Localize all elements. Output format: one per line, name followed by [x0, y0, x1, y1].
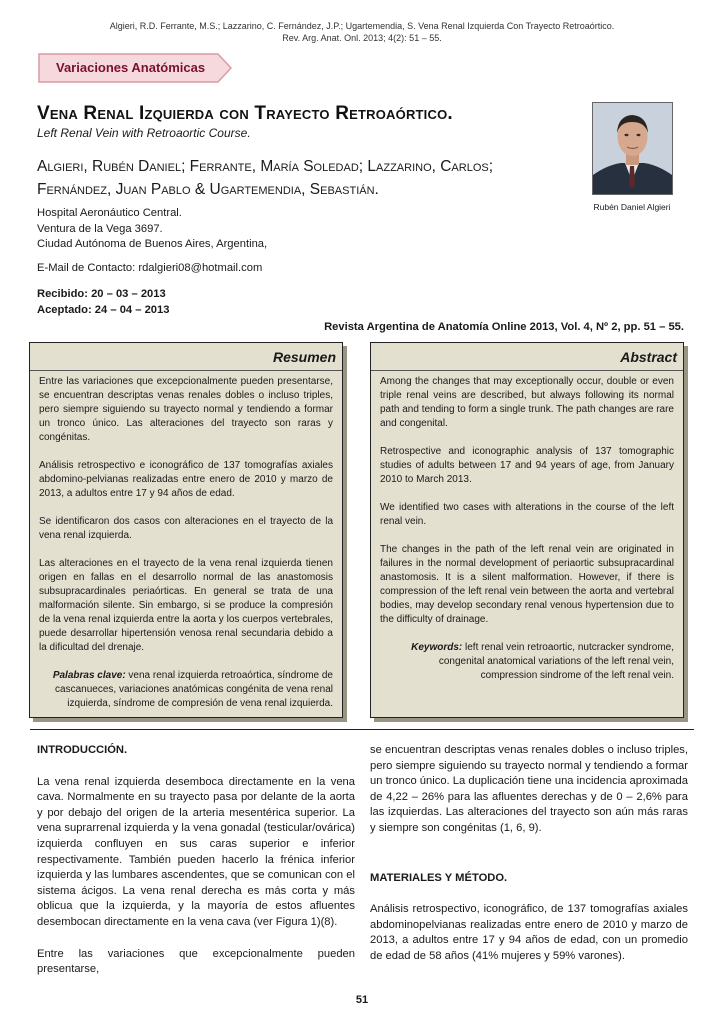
- intro-paragraph-1: La vena renal izquierda desemboca directamente en la vena cava. Normalmente en su trayecto pasa por delante de la aorta y por debajo del origen de la arteria mesentérica superior. La vena suprarrenal izquierda y la vena gonadal (testicular/ovárica) izquierda confluyen en sus caras superior e inferior respectivamente. También pueden hacerlo la frénica inferior izquierda y las lumbares ascendentes, que se comunican con el sistema ácigos. La vena renal derecha es más corta y más oblicua que la izquierda, y la mayoría de estos afluentes desembocan directamente en la vena cava (ver Figura 1)(8).: [37, 775, 355, 928]
- journal-reference: Revista Argentina de Anatomía Online 2013, Vol. 4, Nº 2, pp. 51 – 55.: [324, 321, 684, 333]
- author-list: [37, 155, 567, 201]
- resumen-paragraph: Entre las variaciones que excepcionalmente pueden presentarse, se encuentran descriptas venas renales dobles o incluso triples, pero siempre siguiendo su trayecto normal y tendiendo a formar un tronco único. Las alteraciones del trayecto son raras y congénitas.: [39, 376, 333, 443]
- article-title: Vena Renal Izquierda con Trayecto Retroaórtico.: [37, 103, 453, 124]
- contact-email: E-Mail de Contacto: rdalgieri08@hotmail.com: [37, 262, 263, 274]
- institution-block: [37, 206, 267, 253]
- abstract-keywords-label: Keywords:: [411, 642, 463, 653]
- author-line-1: Algieri, Rubén Daniel; Ferrante, María Soledad; Lazzarino, Carlos;: [37, 158, 494, 175]
- abstract-keywords: [380, 641, 674, 683]
- resumen-paragraph: Se identificaron dos casos con alteraciones en el trayecto de la vena renal izquierda.: [39, 516, 333, 541]
- page-number: 51: [355, 994, 369, 1006]
- right-paragraph-1: se encuentran descriptas venas renales dobles o incluso triples, pero siempre siguiendo su trayecto normal y tendiendo a formar un tronco único. La duplicación tiene una incidencia aproximada de 4,22 – 26% para las afluentes derechas y de 0 – 2,6% para las izquierdas. Las alteraciones del trayecto son aún más raras y siempre son congénitas (1, 6, 9).: [370, 744, 688, 834]
- abstract-body: [380, 375, 674, 683]
- accepted-date: Aceptado: 24 – 04 – 2013: [37, 303, 170, 316]
- intro-paragraph-2: Entre las variaciones que excepcionalmente pueden presentarse,: [37, 947, 355, 976]
- running-header: [0, 20, 724, 44]
- author-line-2: Fernández, Juan Pablo & Ugartemendia, Sebastián.: [37, 181, 379, 198]
- author-photo: [592, 102, 673, 195]
- section-tag: [38, 53, 232, 83]
- resumen-keywords: [39, 669, 333, 711]
- abstract-keywords-text: left renal vein retroaortic, nutcracker syndrome, congenital anatomical variations of the left renal vein, compression sindrome of the left renal vein.: [438, 642, 674, 681]
- resumen-divider: [30, 370, 342, 371]
- resumen-paragraph: Análisis retrospectivo e iconográfico de 137 tomografías axiales abdomino-pelvianas realizadas entre enero de 2010 y marzo de 2013, a adultos entre 17 y 94 años de edad.: [39, 460, 333, 499]
- institution-name: Hospital Aeronáutico Central.: [37, 207, 182, 219]
- abstract-paragraph: Retrospective and iconographic analysis of 137 tomographic studies of adults between 17 and 94 years of age, from January 2010 to March 2013.: [380, 446, 674, 485]
- resumen-heading: Resumen: [272, 349, 336, 365]
- intro-heading: INTRODUCCIÓN.: [37, 744, 128, 756]
- methods-heading: MATERIALES Y MÉTODO.: [370, 871, 508, 884]
- abstract-divider: [371, 370, 683, 371]
- resumen-body: [39, 375, 333, 711]
- body-column-left: [37, 743, 355, 978]
- resumen-keywords-label: Palabras clave:: [52, 670, 126, 681]
- photo-caption: Rubén Daniel Algieri: [593, 202, 671, 212]
- section-divider: [30, 729, 694, 730]
- abstract-paragraph: We identified two cases with alterations in the course of the left renal vein.: [380, 502, 674, 527]
- abstract-paragraph: The changes in the path of the left renal vein are originated in failures in the normal development of periaortic subsupracardinal anastomosis. It is a silent malformation. However, if there is compression of the left renal vein between the aorta and vertebral bodies, may develop secondary renal venous hypertension due to the difficulty of drainage.: [380, 544, 674, 625]
- received-date: Recibido: 20 – 03 – 2013: [37, 288, 166, 300]
- running-header-line2: Rev. Arg. Anat. Onl. 2013; 4(2): 51 – 55.: [282, 33, 442, 43]
- body-column-right: [370, 743, 688, 965]
- methods-paragraph-1: Análisis retrospectivo, iconográfico, de 137 tomografías axiales abdominopelvianas realizadas entre enero de 2010 y marzo de 2013, a adultos entre 17 y 94 años de edad, con un promedio de edad de 58 años (41% mujeres y 59% varones).: [370, 903, 688, 962]
- institution-address: Ventura de la Vega 3697.: [37, 222, 163, 235]
- section-tag-label: Variaciones Anatómicas: [56, 60, 206, 75]
- article-subtitle: Left Renal Vein with Retroaortic Course.: [37, 126, 251, 140]
- dates-block: [37, 287, 169, 318]
- institution-city: Ciudad Autónoma de Buenos Aires, Argentina,: [37, 238, 268, 250]
- resumen-paragraph: Las alteraciones en el trayecto de la vena renal izquierda tienen origen en fallas en el desarrollo normal de las anastomosis subsupracardinales periaórticas. En general se trata de una malformación silente. Sin embargo, si se produce la compresión de la vena renal izquierda entre la aorta y los cuerpos vertebrales, puede desarrollar hipertensión venosa renal secundaria debido a la dificultad del drenaje.: [39, 558, 333, 653]
- abstract-box: [370, 342, 684, 718]
- abstract-heading: Abstract: [620, 349, 677, 365]
- resumen-box: [29, 342, 343, 718]
- resumen-keywords-text: vena renal izquierda retroaórtica, síndrome de cascanueces, variaciones anatómicas congénita de vena renal izquierda, síndrome de compresión de vena renal izquierda.: [55, 670, 333, 709]
- abstract-paragraph: Among the changes that may exceptionally occur, double or even triple renal veins are described, but always following its normal path and tending to form a single trunk. The path changes are rare and congenital.: [380, 376, 674, 429]
- running-header-line1: Algieri, R.D. Ferrante, M.S.; Lazzarino, C. Fernández, J.P.; Ugartemendia, S. Vena Renal Izquierda Con Trayecto Retroaórtico.: [109, 21, 615, 31]
